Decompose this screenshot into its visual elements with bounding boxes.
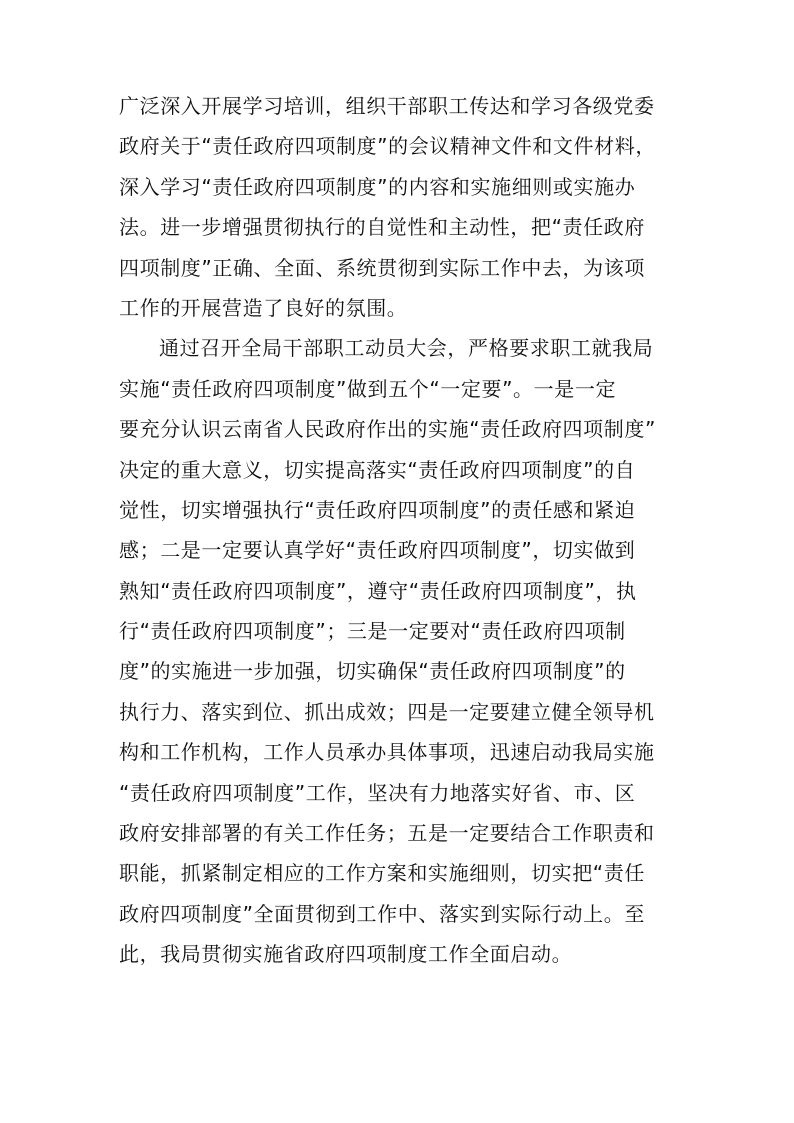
text-line: 工作的开展营造了良好的氛围。 [119, 295, 408, 320]
text-line: 政府四项制度”全面贯彻到工作中、落实到实际行动上。至 [119, 901, 645, 926]
text-line: 实施“责任政府四项制度”做到五个“一定要”。一是一定 [119, 376, 617, 401]
text-line: 感；二是一定要认真学好“责任政府四项制度”，切实做到 [119, 538, 636, 563]
text-line: 行“责任政府四项制度”；三是一定要对“责任政府四项制 [119, 619, 626, 644]
text-line: 度”的实施进一步加强，切实确保“责任政府四项制度”的 [119, 659, 626, 684]
text-line: 此，我局贯彻实施省政府四项制度工作全面启动。 [119, 942, 573, 967]
body-text [119, 86, 681, 975]
text-line: 四项制度”正确、全面、系统贯彻到实际工作中去，为该项 [119, 255, 645, 280]
text-line: 觉性，切实增强执行“责任政府四项制度”的责任感和紧迫 [119, 497, 636, 522]
paragraph-start-line: 通过召开全局干部职工动员大会，严格要求职工就我局 [159, 336, 654, 361]
text-line: 决定的重大意义，切实提高落实“责任政府四项制度”的自 [119, 457, 636, 482]
text-line: 要充分认识云南省人民政府作出的实施“责任政府四项制度” [119, 417, 656, 442]
text-line: 熟知“责任政府四项制度”，遵守“责任政府四项制度”，执 [119, 578, 637, 603]
text-line: 深入学习“责任政府四项制度”的内容和实施细则或实施办 [119, 174, 636, 199]
text-line: 政府安排部署的有关工作任务；五是一定要结合工作职责和 [119, 821, 655, 846]
text-line: 法。进一步增强贯彻执行的自觉性和主动性，把“责任政府 [119, 215, 645, 240]
text-line: 执行力、落实到位、抓出成效；四是一定要建立健全领导机 [119, 699, 655, 724]
text-line: “责任政府四项制度”工作，坚决有力地落实好省、市、区 [119, 780, 636, 805]
text-line: 构和工作机构，工作人员承办具体事项，迅速启动我局实施 [119, 740, 655, 765]
text-line: 政府关于“责任政府四项制度”的会议精神文件和文件材料， [119, 134, 656, 159]
text-line: 广泛深入开展学习培训，组织干部职工传达和学习各级党委 [119, 94, 655, 118]
text-line: 职能，抓紧制定相应的工作方案和实施细则，切实把“责任 [119, 861, 645, 886]
